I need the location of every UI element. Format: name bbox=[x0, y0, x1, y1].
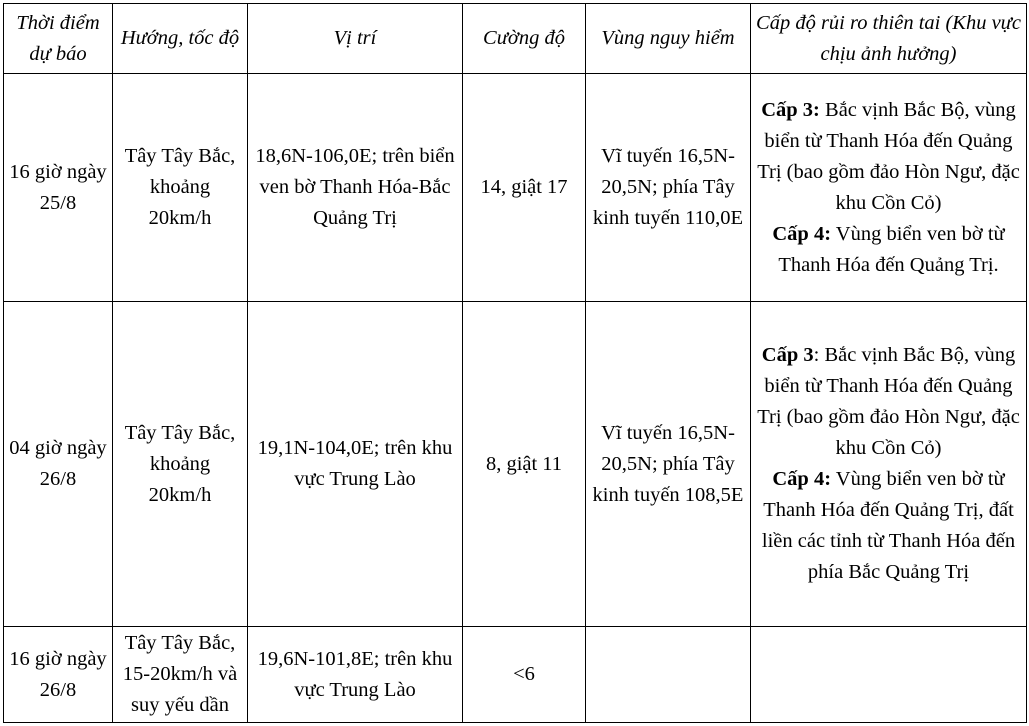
table-row bbox=[4, 74, 1027, 302]
cell-intensity: 14, giật 17 bbox=[463, 74, 586, 302]
cell-risk-level bbox=[751, 74, 1027, 302]
cell-intensity: 8, giật 11 bbox=[463, 302, 586, 627]
cell-forecast-time: 16 giờ ngày 26/8 bbox=[4, 627, 113, 723]
cell-direction-speed: Tây Tây Bắc, 15-20km/h và suy yếu dần bbox=[113, 627, 248, 723]
cell-forecast-time: 16 giờ ngày 25/8 bbox=[4, 74, 113, 302]
cell-position: 18,6N-106,0E; trên biển ven bờ Thanh Hóa-Bắc Quảng Trị bbox=[248, 74, 463, 302]
header-danger-zone: Vùng nguy hiểm bbox=[586, 4, 751, 74]
risk-entry bbox=[755, 95, 1022, 219]
cell-position: 19,1N-104,0E; trên khu vực Trung Lào bbox=[248, 302, 463, 627]
risk-level-label: Cấp 4: bbox=[772, 222, 832, 245]
cell-danger-zone: Vĩ tuyến 16,5N-20,5N; phía Tây kinh tuyến 110,0E bbox=[586, 74, 751, 302]
cell-danger-zone bbox=[586, 627, 751, 723]
risk-area-text: : Bắc vịnh Bắc Bộ, vùng biển từ Thanh Hóa đến Quảng Trị (bao gồm đảo Hòn Ngư, đặc khu Cồn Cỏ) bbox=[757, 344, 1020, 459]
cell-direction-speed: Tây Tây Bắc, khoảng 20km/h bbox=[113, 302, 248, 627]
risk-entry bbox=[755, 219, 1022, 281]
table-header-row bbox=[4, 4, 1027, 74]
header-position: Vị trí bbox=[248, 4, 463, 74]
cell-risk-level bbox=[751, 627, 1027, 723]
header-forecast-time: Thời điểm dự báo bbox=[4, 4, 113, 74]
cell-risk-level bbox=[751, 302, 1027, 627]
cell-intensity: <6 bbox=[463, 627, 586, 723]
header-direction-speed: Hướng, tốc độ bbox=[113, 4, 248, 74]
cell-forecast-time: 04 giờ ngày 26/8 bbox=[4, 302, 113, 627]
risk-entry bbox=[755, 464, 1022, 588]
risk-area-text: Vùng biển ven bờ từ Thanh Hóa đến Quảng Trị. bbox=[778, 222, 1005, 276]
header-risk-level: Cấp độ rủi ro thiên tai (Khu vực chịu ảnh hưởng) bbox=[751, 4, 1027, 74]
cell-position: 19,6N-101,8E; trên khu vực Trung Lào bbox=[248, 627, 463, 723]
risk-level-label: Cấp 3: bbox=[761, 98, 820, 121]
risk-area-text: Vùng biển ven bờ từ Thanh Hóa đến Quảng Trị, đất liền các tỉnh từ Thanh Hóa đến phía Bắc Quảng Trị bbox=[761, 468, 1016, 583]
risk-area-text: Bắc vịnh Bắc Bộ, vùng biển từ Thanh Hóa đến Quảng Trị (bao gồm đảo Hòn Ngư, đặc khu Cồn Cỏ) bbox=[757, 98, 1020, 214]
header-intensity: Cường độ bbox=[463, 4, 586, 74]
risk-level-label: Cấp 3 bbox=[761, 344, 814, 366]
table-row bbox=[4, 627, 1027, 723]
risk-level-label: Cấp 4: bbox=[772, 468, 832, 490]
storm-forecast-table bbox=[3, 3, 1027, 723]
risk-entry bbox=[755, 340, 1022, 464]
cell-direction-speed: Tây Tây Bắc, khoảng 20km/h bbox=[113, 74, 248, 302]
cell-danger-zone: Vĩ tuyến 16,5N-20,5N; phía Tây kinh tuyến 108,5E bbox=[586, 302, 751, 627]
table-row bbox=[4, 302, 1027, 627]
